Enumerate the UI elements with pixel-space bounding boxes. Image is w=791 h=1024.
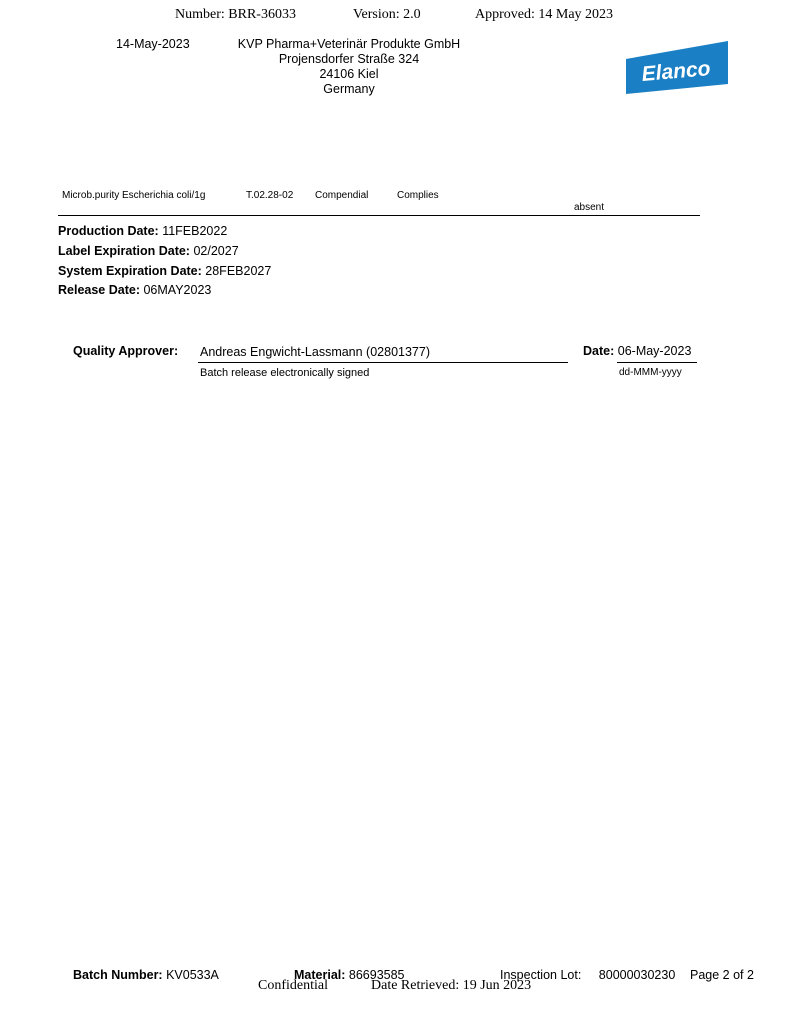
release-date	[58, 283, 211, 297]
system-expiration-date	[58, 264, 271, 278]
label-expiration-date-value: 02/2027	[193, 244, 239, 258]
label-expiration-date-label: Label Expiration Date:	[58, 244, 190, 258]
confidential-label: Confidential	[258, 978, 328, 993]
date-line	[617, 362, 697, 363]
document-date: 14-May-2023	[116, 37, 190, 51]
batch-number-value: KV0533A	[166, 968, 219, 982]
date-retrieved: Date Retrieved: 19 Jun 2023	[371, 978, 532, 993]
logo-text: Elanco	[640, 57, 712, 86]
production-date-value: 11FEB2022	[162, 224, 228, 238]
quality-approver-name: Andreas Engwicht-Lassmann (02801377)	[200, 345, 430, 359]
material-label: Material:	[294, 968, 346, 982]
approver-signature-line	[198, 362, 568, 363]
test-result: Complies	[397, 190, 439, 201]
elanco-logo	[626, 41, 728, 94]
date-format: dd-MMM-yyyy	[619, 367, 682, 378]
label-expiration-date	[58, 244, 239, 258]
test-spec: Compendial	[315, 190, 369, 201]
test-value: absent	[574, 202, 605, 213]
release-date-value: 06MAY2023	[143, 283, 212, 297]
system-expiration-date-value: 28FEB2027	[205, 264, 272, 278]
divider	[58, 215, 700, 216]
test-method: T.02.28-02	[246, 190, 294, 201]
signature-note: Batch release electronically signed	[200, 367, 370, 379]
document-version: Version: 2.0	[353, 7, 421, 22]
material-value: 86693585	[348, 968, 405, 982]
production-date	[58, 224, 227, 238]
approval-date	[583, 344, 691, 358]
company-city: 24106 Kiel	[319, 67, 379, 81]
batch-number-label: Batch Number:	[73, 968, 163, 982]
company-country: Germany	[323, 82, 375, 96]
company-street: Projensdorfer Straße 324	[278, 52, 420, 66]
release-date-label: Release Date:	[58, 283, 140, 297]
quality-approver-label: Quality Approver:	[73, 344, 179, 358]
inspection-lot-label: Inspection Lot:	[500, 968, 582, 982]
inspection-lot-value: 80000030230	[598, 968, 676, 982]
approval-date-label: Date:	[583, 344, 615, 358]
batch-number	[73, 968, 219, 982]
document-approved: Approved: 14 May 2023	[475, 7, 614, 22]
page-number: Page 2 of 2	[690, 968, 754, 982]
production-date-label: Production Date:	[58, 224, 159, 238]
document-number: Number: BRR-36033	[175, 7, 296, 22]
approval-date-value: 06-May-2023	[617, 344, 692, 358]
system-expiration-date-label: System Expiration Date:	[58, 264, 202, 278]
company-address	[220, 37, 478, 97]
company-name: KVP Pharma+Veterinär Produkte GmbH	[237, 37, 461, 51]
test-name: Microb.purity Escherichia coli/1g	[62, 190, 206, 201]
